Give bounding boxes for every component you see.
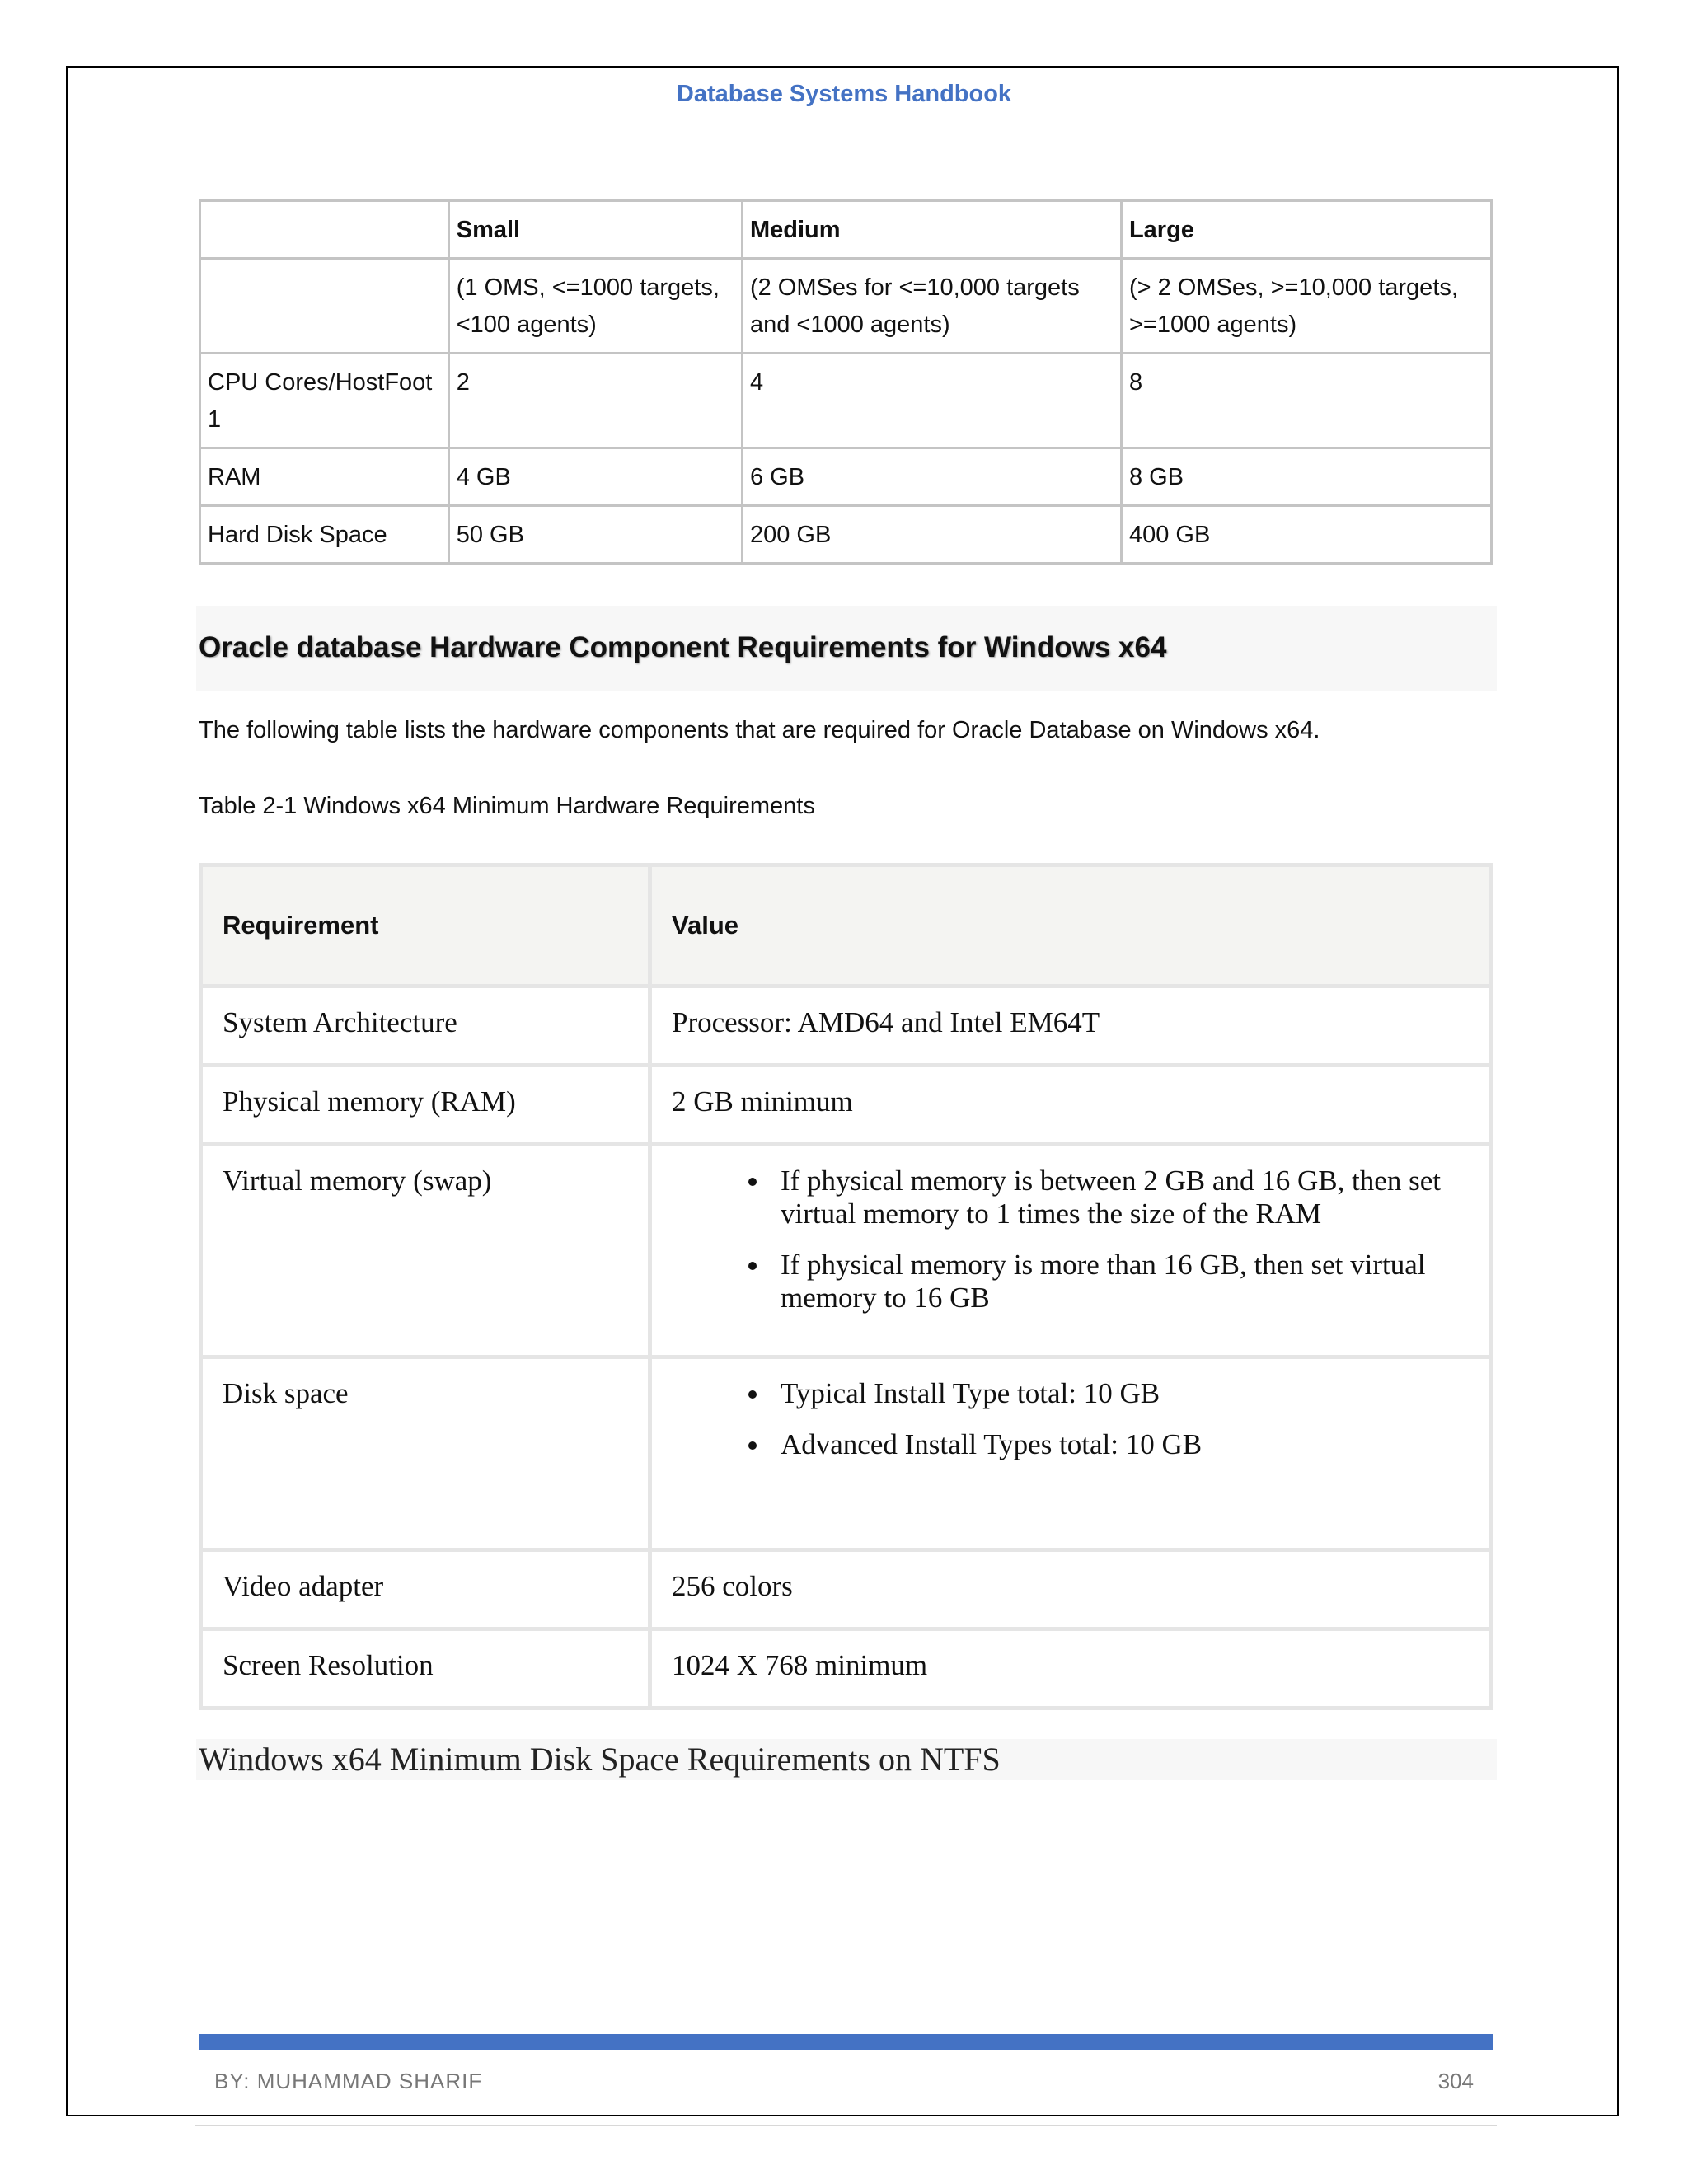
table-header-row <box>200 201 1492 259</box>
requirement-cell: Screen Resolution <box>201 1629 650 1708</box>
table-row <box>201 1066 1491 1145</box>
bullet-list <box>672 1165 1469 1315</box>
table-row <box>200 448 1492 506</box>
value-cell: Processor: AMD64 and Intel EM64T <box>650 987 1491 1066</box>
table-caption: Table 2-1 Windows x64 Minimum Hardware Requirements <box>199 793 815 819</box>
table-header-row <box>201 865 1491 987</box>
requirements-table <box>199 863 1493 1710</box>
section-heading: Oracle database Hardware Component Requirements for Windows x64 <box>199 631 1167 663</box>
table-cell: 4 GB <box>448 448 742 506</box>
list-item: • Advanced Install Types total: 10 GB <box>771 1428 1469 1461</box>
table-row <box>201 1629 1491 1708</box>
requirement-cell: Physical memory (RAM) <box>201 1066 650 1145</box>
table-header-cell: Requirement <box>201 865 650 987</box>
page-number: 304 <box>1437 2069 1474 2093</box>
table-header-cell: Medium <box>742 201 1121 259</box>
intro-paragraph: The following table lists the hardware components that are required for Oracle Database on Windows x64. <box>199 717 1320 743</box>
table-header-cell: Small <box>448 201 742 259</box>
value-cell: 256 colors <box>650 1550 1491 1629</box>
table-row <box>201 1145 1491 1357</box>
requirement-cell: Disk space <box>201 1357 650 1550</box>
table-cell: CPU Cores/HostFoot 1 <box>200 354 449 448</box>
sizing-table <box>199 199 1493 565</box>
table-cell: 200 GB <box>742 506 1121 564</box>
bullet-list <box>672 1377 1469 1461</box>
table-cell: 400 GB <box>1121 506 1491 564</box>
table-header-cell <box>200 201 449 259</box>
running-header: Database Systems Handbook <box>676 81 1012 107</box>
table-cell: 6 GB <box>742 448 1121 506</box>
table-row <box>200 259 1492 354</box>
table-row <box>201 987 1491 1066</box>
table-row <box>201 1357 1491 1550</box>
list-item: • Typical Install Type total: 10 GB <box>771 1377 1469 1410</box>
footer-bar <box>199 2034 1493 2050</box>
table-row <box>201 1550 1491 1629</box>
table-cell: RAM <box>200 448 449 506</box>
list-item: • If physical memory is between 2 GB and 16 GB, then set virtual memory to 1 times the size of the RAM <box>771 1165 1469 1230</box>
requirement-cell: System Architecture <box>201 987 650 1066</box>
subheading: Windows x64 Minimum Disk Space Requirements on NTFS <box>199 1741 1001 1778</box>
table-cell: 4 <box>742 354 1121 448</box>
footer-author: BY: MUHAMMAD SHARIF <box>214 2069 483 2093</box>
table-header-cell: Large <box>1121 201 1491 259</box>
table-cell: (1 OMS, <=1000 targets, <100 agents) <box>448 259 742 354</box>
requirement-cell: Virtual memory (swap) <box>201 1145 650 1357</box>
list-item: • If physical memory is more than 16 GB, then set virtual memory to 16 GB <box>771 1249 1469 1315</box>
table-row <box>200 506 1492 564</box>
table-cell: (2 OMSes for <=10,000 targets and <1000 agents) <box>742 259 1121 354</box>
requirement-cell: Video adapter <box>201 1550 650 1629</box>
table-cell: Hard Disk Space <box>200 506 449 564</box>
footer-divider <box>195 2125 1497 2126</box>
value-cell <box>650 1357 1491 1550</box>
value-cell: 1024 X 768 minimum <box>650 1629 1491 1708</box>
table-cell: 8 <box>1121 354 1491 448</box>
table-header-cell: Value <box>650 865 1491 987</box>
table-cell: (> 2 OMSes, >=10,000 targets, >=1000 agents) <box>1121 259 1491 354</box>
table-cell <box>200 259 449 354</box>
table-cell: 2 <box>448 354 742 448</box>
value-cell <box>650 1145 1491 1357</box>
table-cell: 8 GB <box>1121 448 1491 506</box>
value-cell: 2 GB minimum <box>650 1066 1491 1145</box>
table-row <box>200 354 1492 448</box>
table-cell: 50 GB <box>448 506 742 564</box>
